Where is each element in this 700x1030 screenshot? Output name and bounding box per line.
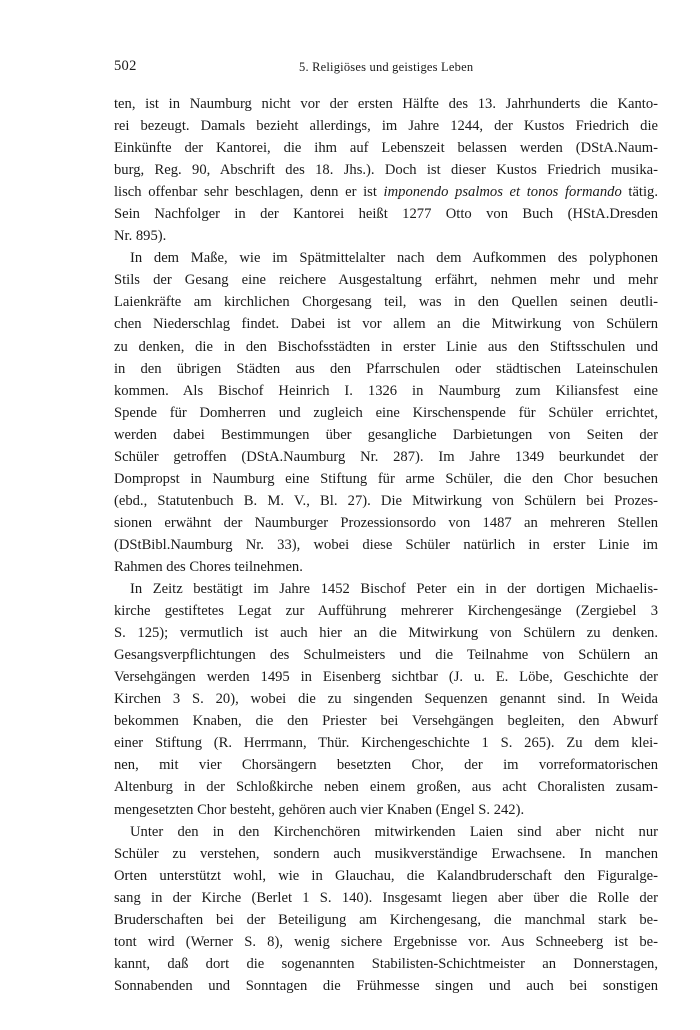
text-segment: Gesangsverpflichtungen des Schulmeisters und die Teilnahme von Schülern an xyxy=(114,647,658,664)
text-segment: Unter den in den Kirchenchören mitwirkenden Laien sind aber nicht nur xyxy=(130,823,658,840)
text-segment: Nr. 895). xyxy=(114,228,167,245)
text-segment: rei bezeugt. Damals bezieht allerdings, im Jahre 1244, der Kustos Friedrich die xyxy=(114,118,658,135)
text-line xyxy=(114,137,658,159)
text-segment: burg, Reg. 90, Abschrift des 18. Jhs.). Doch ist dieser Kustos Friedrich musika- xyxy=(114,162,658,179)
text-line xyxy=(114,446,658,468)
text-segment: tont wird (Werner S. 8), wenig sichere Ergebnisse vor. Aus Schneeberg ist be- xyxy=(114,933,658,950)
body-text xyxy=(114,93,658,997)
text-line xyxy=(114,556,658,578)
text-line xyxy=(114,776,658,798)
text-line xyxy=(114,975,658,997)
text-line xyxy=(114,578,658,600)
text-line xyxy=(114,512,658,534)
text-segment: kirche gestiftetes Legat zur Aufführung mehrerer Kirchengesänge (Zergiebel 3 xyxy=(114,603,658,620)
running-head: 5. Religiöses und geistiges Leben xyxy=(299,60,474,74)
text-line xyxy=(114,93,658,115)
text-segment: Rahmen des Chores teilnehmen. xyxy=(114,558,303,575)
text-line xyxy=(114,843,658,865)
text-segment: Einkünfte der Kantorei, die ihm auf Lebenszeit belassen werden (DStA.Naum- xyxy=(114,140,658,157)
text-line xyxy=(114,666,658,688)
text-segment: chen Niederschlag findet. Dabei ist vor allem an die Mitwirkung von Schülern xyxy=(114,316,658,333)
text-segment: mengesetzten Chor besteht, gehören auch vier Knaben (Engel S. 242). xyxy=(114,801,525,818)
text-line xyxy=(114,600,658,622)
text-segment: einer Stiftung (R. Herrmann, Thür. Kirchengeschichte 1 S. 265). Zu dem klei- xyxy=(114,735,658,752)
text-segment: lisch offenbar sehr beschlagen, denn er ist xyxy=(114,184,384,201)
page-header xyxy=(114,58,658,80)
text-line xyxy=(114,247,658,269)
text-segment: In dem Maße, wie im Spätmittelalter nach dem Aufkommen des polyphonen xyxy=(130,250,658,267)
text-line xyxy=(114,644,658,666)
text-line xyxy=(114,159,658,181)
text-line xyxy=(114,688,658,710)
text-segment: Bruderschaften bei der Beteiligung am Kirchengesang, die manchmal stark be- xyxy=(114,911,658,928)
paragraph xyxy=(114,821,658,997)
text-line xyxy=(114,468,658,490)
text-segment: Schüler zu verstehen, sondern auch musikverständige Erwachsene. In manchen xyxy=(114,845,658,862)
text-line xyxy=(114,490,658,512)
page-number: 502 xyxy=(114,58,137,74)
text-segment: Sein Nachfolger in der Kantorei heißt 1277 Otto von Buch (HStA.Dresden xyxy=(114,206,658,223)
text-segment: bekommen Knaben, die den Priester bei Versehgängen begleiten, den Abwurf xyxy=(114,713,658,730)
text-segment: werden dabei Bestimmungen über gesangliche Darbietungen von Seiten der xyxy=(114,426,658,443)
text-segment: Kirchen 3 S. 20), wobei die zu singenden Sequenzen genannt sind. In Weida xyxy=(114,691,658,708)
text-line xyxy=(114,909,658,931)
text-segment: sang in der Kirche (Berlet 1 S. 140). Insgesamt liegen aber über die Rolle der xyxy=(114,889,658,906)
text-line xyxy=(114,402,658,424)
text-line xyxy=(114,931,658,953)
text-segment: (ebd., Statutenbuch B. M. V., Bl. 27). Die Mitwirkung von Schülern bei Prozes- xyxy=(114,492,658,509)
text-segment: Altenburg in der Schloßkirche neben einem großen, aus acht Choralisten zusam- xyxy=(114,779,658,796)
text-segment: S. 125); vermutlich ist auch hier an die Mitwirkung von Schülern zu denken. xyxy=(114,625,658,642)
text-segment: ten, ist in Naumburg nicht vor der ersten Hälfte des 13. Jahrhunderts die Kanto- xyxy=(114,96,658,112)
paragraph xyxy=(114,93,658,247)
text-line xyxy=(114,821,658,843)
text-segment: in den übrigen Städten aus den Pfarrschulen oder städtischen Lateinschulen xyxy=(114,360,658,377)
paragraph xyxy=(114,247,658,578)
text-segment: Laienkräfte am kirchlichen Chorgesang teil, was in den Quellen seinen deutli- xyxy=(114,294,658,311)
text-line xyxy=(114,269,658,291)
text-segment: kannt, daß dort die sogenannten Stabilisten-Schichtmeister an Donnerstagen, xyxy=(114,955,658,972)
text-line xyxy=(114,710,658,732)
paragraph xyxy=(114,578,658,821)
text-line xyxy=(114,865,658,887)
text-segment: In Zeitz bestätigt im Jahre 1452 Bischof Peter ein in der dortigen Michaelis- xyxy=(130,581,658,598)
text-line xyxy=(114,732,658,754)
text-line xyxy=(114,225,658,247)
text-line xyxy=(114,754,658,776)
text-line xyxy=(114,181,658,203)
text-segment: Sonnabenden und Sonntagen die Frühmesse singen und auch bei sonstigen xyxy=(114,977,658,994)
italic-phrase: imponendo psalmos et tonos formando xyxy=(383,184,622,201)
text-line xyxy=(114,534,658,556)
text-line xyxy=(114,953,658,975)
text-line xyxy=(114,380,658,402)
text-segment: Spende für Domherren und zugleich eine Kirschenspende für Schüler errichtet, xyxy=(114,404,658,421)
text-line xyxy=(114,203,658,225)
text-segment: tätig. xyxy=(621,184,658,201)
text-line xyxy=(114,336,658,358)
text-segment: Stils der Gesang eine reichere Ausgestaltung erfährt, nehmen mehr und mehr xyxy=(114,272,658,289)
text-line xyxy=(114,887,658,909)
text-line xyxy=(114,358,658,380)
text-segment: (DStBibl.Naumburg Nr. 33), wobei diese Schüler natürlich in erster Linie im xyxy=(114,536,658,553)
text-segment: kommen. Als Bischof Heinrich I. 1326 in Naumburg zum Kiliansfest eine xyxy=(114,382,658,399)
text-line xyxy=(114,799,658,821)
text-segment: Schüler getroffen (DStA.Naumburg Nr. 287). Im Jahre 1349 beurkundet der xyxy=(114,448,658,465)
text-segment: nen, mit vier Chorsängern besetzten Chor, der im vorreformatorischen xyxy=(114,757,658,774)
text-line xyxy=(114,622,658,644)
text-segment: Orten unterstützt wohl, wie in Glauchau, die Kalandbruderschaft den Figuralge- xyxy=(114,867,658,884)
text-segment: zu denken, die in den Bischofsstädten in erster Linie aus den Stiftsschulen und xyxy=(114,338,658,355)
text-line xyxy=(114,424,658,446)
text-line xyxy=(114,313,658,335)
text-segment: sionen erwähnt der Naumburger Prozessionsordo von 1487 an mehreren Stellen xyxy=(114,514,658,531)
text-segment: Versehgängen werden 1495 in Eisenberg sichtbar (J. u. E. Löbe, Geschichte der xyxy=(114,669,658,686)
text-line xyxy=(114,115,658,137)
text-line xyxy=(114,291,658,313)
text-segment: Dompropst in Naumburg eine Stiftung für arme Schüler, die den Chor besuchen xyxy=(114,470,658,487)
